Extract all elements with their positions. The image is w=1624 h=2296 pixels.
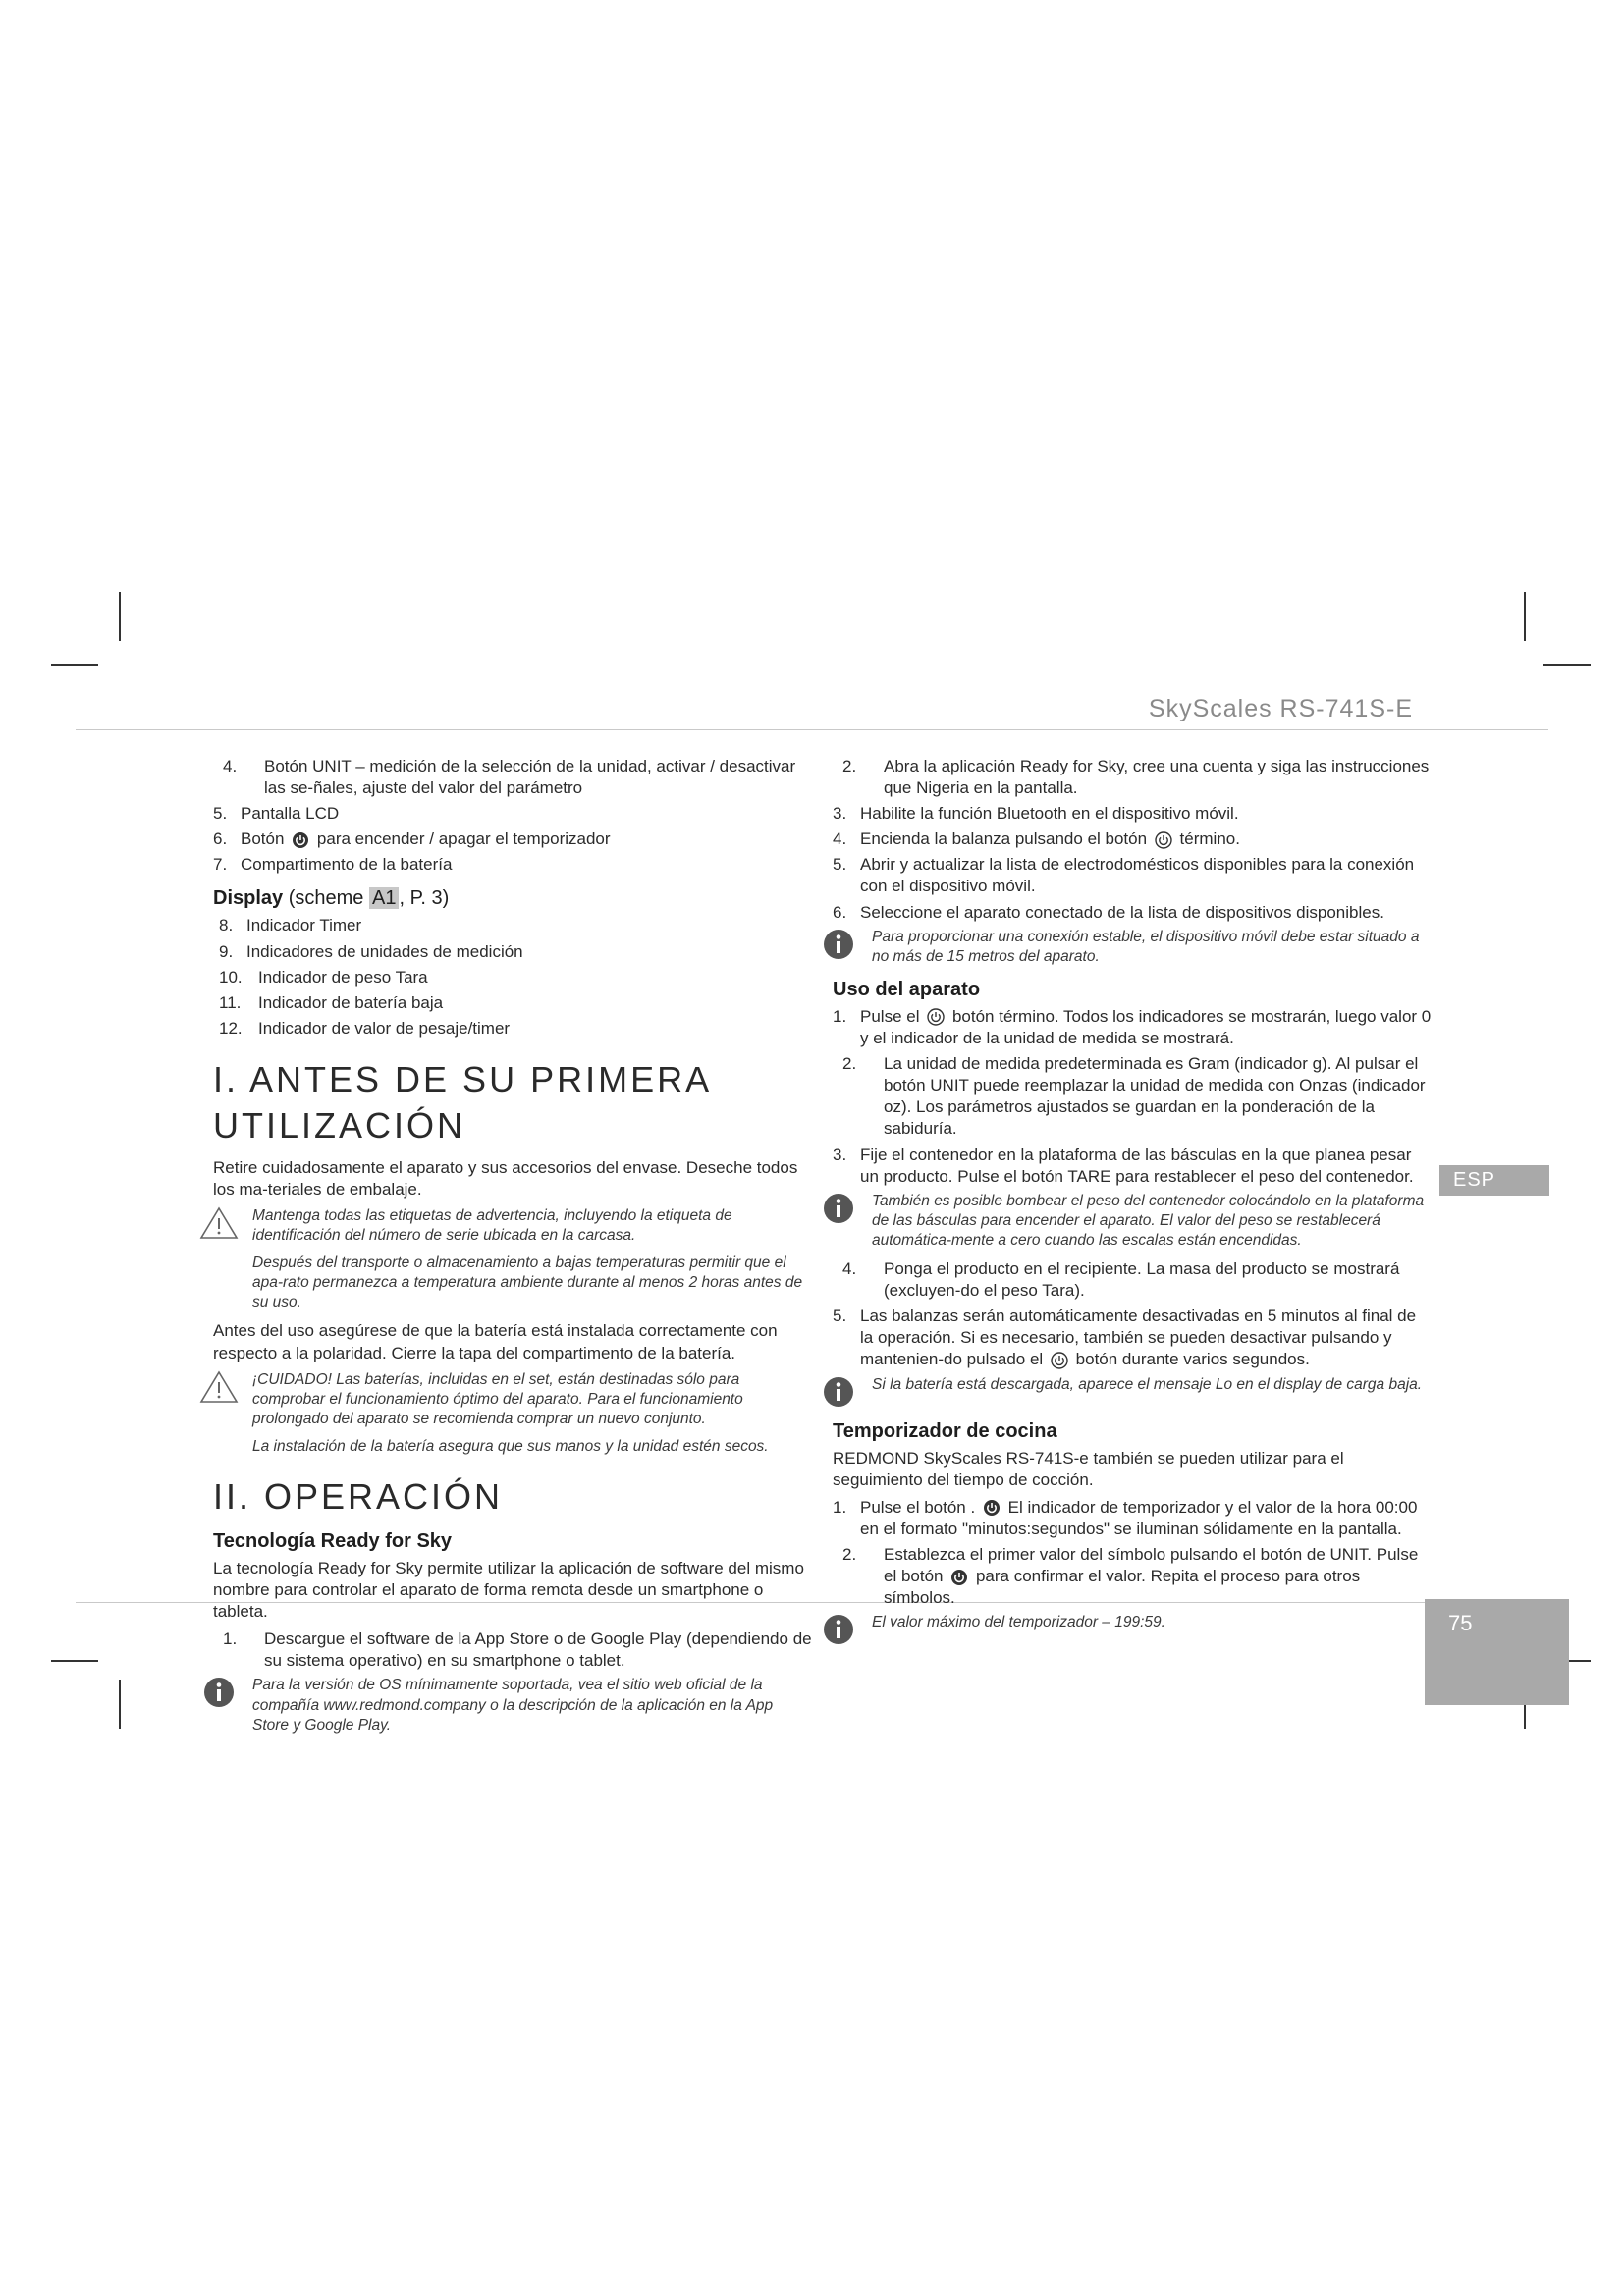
item-text: Abrir y actualizar la lista de electrodomésticos disponibles para la conexión con el dispositivo móvil. bbox=[860, 855, 1415, 896]
list-item bbox=[833, 1306, 1432, 1370]
item-number: 1. bbox=[833, 1497, 847, 1517]
item-text: El indicador de temporizador y el valor de la hora 00:00 en el formato "minutos:segundos" se iluminan sólidamente en la pantalla. bbox=[860, 1497, 1418, 1538]
item-number: 6. bbox=[833, 902, 847, 922]
item-prefix: Botón bbox=[241, 829, 285, 849]
list-item bbox=[833, 854, 1432, 897]
item-number: 5. bbox=[833, 855, 847, 875]
display-heading-title: Display bbox=[213, 887, 284, 910]
item-number: 6. bbox=[213, 829, 228, 849]
power-icon bbox=[292, 831, 309, 849]
page-number: 75 bbox=[1425, 1599, 1569, 1705]
item-number: 10. bbox=[219, 967, 243, 987]
info-note bbox=[833, 1375, 1432, 1409]
power-icon bbox=[927, 1008, 945, 1026]
crop-mark bbox=[119, 592, 121, 641]
section-title: I. ANTES DE SU PRIMERA UTILIZACIÓN bbox=[213, 1058, 711, 1146]
list-item bbox=[833, 828, 1432, 850]
item-text: Pantalla LCD bbox=[241, 804, 340, 824]
power-icon bbox=[950, 1569, 968, 1586]
paragraph: Retire cuidadosamente el aparato y sus accesorios del envase. Deseche todos los ma-teriales de embalaje. bbox=[213, 1157, 798, 1199]
item-number: 2. bbox=[842, 757, 857, 775]
list-item bbox=[833, 1006, 1432, 1049]
note-text: Después del transporte o almacenamiento a bajas temperaturas permitir que el apa-rato permanezca a temperatura ambiente durante al menos 2 horas antes de su uso. bbox=[252, 1255, 803, 1311]
item-text-wrap bbox=[241, 828, 812, 850]
info-text: También es posible bombear el peso del contenedor colocándolo en la plataforma de las básculas para encender el aparato. El valor del peso se restablecerá automática-mente a cero cuando las escalas están encendidas. bbox=[872, 1192, 1425, 1249]
item-number: 4. bbox=[223, 757, 238, 775]
item-text: Indicador de peso Tara bbox=[258, 967, 428, 987]
list-item bbox=[833, 1497, 1432, 1540]
list-item bbox=[223, 1629, 812, 1672]
item-text-suffix: botón durante varios segundos. bbox=[1075, 1350, 1310, 1369]
paragraph: La tecnología Ready for Sky permite utilizar la aplicación de software del mismo nombre para controlar el aparato de forma remota desde un smartphone o tableta. bbox=[213, 1558, 804, 1622]
item-text: Establezca el primer valor del símbolo pulsando el botón de UNIT. Pulse el botón bbox=[884, 1544, 1419, 1586]
item-text: Abra la aplicación Ready for Sky, cree una cuenta y siga las instrucciones que Nigeria en la pantalla. bbox=[884, 757, 1430, 798]
list-item bbox=[213, 828, 812, 850]
subsection-title: Temporizador de cocina bbox=[833, 1419, 1057, 1442]
item-text-wrap bbox=[860, 1306, 1432, 1370]
item-text-wrap bbox=[860, 828, 1432, 850]
power-icon bbox=[1051, 1352, 1068, 1369]
info-note bbox=[213, 1676, 812, 1735]
info-icon bbox=[819, 1375, 858, 1409]
item-text: Indicador de valor de pesaje/timer bbox=[258, 1018, 511, 1038]
list-item bbox=[219, 992, 812, 1014]
subsection-title: Uso del aparato bbox=[833, 978, 981, 1000]
subsection-title: Tecnología Ready for Sky bbox=[213, 1529, 453, 1552]
item-text: Habilite la función Bluetooth en el dispositivo móvil. bbox=[860, 804, 1239, 824]
warning-note bbox=[213, 1206, 812, 1246]
item-prefix: Pulse el bbox=[860, 1006, 920, 1026]
item-text: término. bbox=[1179, 829, 1240, 849]
item-text: Indicador de batería baja bbox=[258, 992, 444, 1012]
item-number: 8. bbox=[219, 916, 234, 935]
item-text: Seleccione el aparato conectado de la lista de dispositivos disponibles. bbox=[860, 902, 1384, 922]
left-column bbox=[213, 756, 812, 1743]
item-text-wrap bbox=[884, 1544, 1432, 1609]
list-item bbox=[213, 803, 812, 825]
item-number: 12. bbox=[219, 1018, 243, 1038]
item-text: Indicador Timer bbox=[246, 916, 362, 935]
list-item bbox=[219, 1018, 812, 1040]
item-text: Ponga el producto en el recipiente. La masa del producto se mostrará (excluyen-do el peso Tara). bbox=[884, 1259, 1400, 1301]
list-item bbox=[219, 941, 812, 963]
item-number: 1. bbox=[833, 1006, 847, 1026]
item-text: Fije el contenedor en la plataforma de las básculas en la que planea pesar un producto. Pulse el botón TARE para restablecer el peso del contenedor. bbox=[860, 1145, 1414, 1186]
item-prefix: Pulse el botón . bbox=[860, 1497, 976, 1517]
item-text: Las balanzas serán automáticamente desactivadas en 5 minutos al final de la operación. Si es necesario, también se pueden desactivar pulsando y mantenien-do pulsado el bbox=[860, 1307, 1417, 1369]
display-heading bbox=[213, 885, 812, 911]
scheme-prefix: (scheme bbox=[288, 887, 364, 910]
info-icon bbox=[819, 1192, 858, 1225]
timer-button-icon bbox=[983, 1499, 1001, 1517]
item-number: 3. bbox=[833, 804, 847, 824]
scheme-suffix: , P. 3) bbox=[399, 887, 450, 910]
section-title: II. OPERACIÓN bbox=[213, 1476, 504, 1518]
item-text: Indicadores de unidades de medición bbox=[246, 941, 523, 961]
item-number: 4. bbox=[842, 1259, 857, 1279]
info-text: Si la batería está descargada, aparece el mensaje Lo en el display de carga baja. bbox=[872, 1375, 1423, 1393]
right-column bbox=[833, 756, 1432, 1654]
crop-mark bbox=[51, 664, 98, 666]
item-number: 1. bbox=[223, 1629, 238, 1649]
warning-icon bbox=[199, 1370, 239, 1404]
list-item bbox=[842, 1053, 1432, 1140]
item-text-wrap bbox=[860, 1497, 1432, 1540]
list-item bbox=[842, 1258, 1432, 1302]
item-text: para encender / apagar el temporizador bbox=[316, 829, 611, 849]
list-item bbox=[842, 756, 1432, 799]
warning-icon bbox=[199, 1206, 239, 1240]
item-number: 5. bbox=[213, 804, 228, 824]
list-item bbox=[833, 803, 1432, 825]
crop-mark bbox=[119, 1680, 121, 1729]
warning-text: Mantenga todas las etiquetas de advertencia, incluyendo la etiqueta de identificación del número de serie ubicada en la carcasa. bbox=[252, 1206, 732, 1244]
warning-text: ¡CUIDADO! Las baterías, incluidas en el set, están destinadas sólo para comprobar el funcionamiento óptimo del aparato. Para el funcionamiento prolongado del aparato se recomienda comprar un nuevo conjunto. bbox=[252, 1370, 743, 1427]
item-text: botón término. Todos los indicadores se mostrarán, luego valor 0 y el indicador de la unidad de medida se mostrará. bbox=[860, 1006, 1432, 1048]
crop-mark bbox=[1524, 592, 1526, 641]
info-note bbox=[833, 928, 1432, 967]
item-number: 2. bbox=[842, 1054, 857, 1074]
note-text: La instalación de la batería asegura que sus manos y la unidad estén secos. bbox=[252, 1438, 769, 1456]
item-text: Compartimento de la batería bbox=[241, 855, 453, 875]
header-brand: SkyScales RS-741S-E bbox=[1148, 695, 1413, 722]
warning-note bbox=[213, 1370, 812, 1429]
header-rule bbox=[76, 729, 1548, 730]
item-text: Botón UNIT – medición de la selección de la unidad, activar / desactivar las se-ñales, ajuste del valor del parámetro bbox=[264, 757, 796, 798]
item-number: 2. bbox=[842, 1544, 857, 1564]
item-text-wrap bbox=[860, 1006, 1432, 1049]
info-text: Para proporcionar una conexión estable, el dispositivo móvil debe estar situado a no más de 15 metros del aparato. bbox=[872, 928, 1420, 965]
list-item bbox=[213, 854, 812, 876]
list-item bbox=[833, 1145, 1432, 1188]
power-icon bbox=[1155, 831, 1172, 849]
item-text: La unidad de medida predeterminada es Gram (indicador g). Al pulsar el botón UNIT puede reemplazar la unidad de medida con Onzas (indicador oz). Los parámetros ajustados se guardan en la ponderación de la sabiduría. bbox=[884, 1054, 1426, 1139]
info-note bbox=[833, 1192, 1432, 1251]
info-text: El valor máximo del temporizador – 199:59. bbox=[872, 1614, 1165, 1631]
item-text: Descargue el software de la App Store o de Google Play (dependiendo de su sistema operativo) en su smartphone o tablet. bbox=[264, 1629, 812, 1671]
info-note bbox=[833, 1613, 1432, 1646]
info-icon bbox=[819, 928, 858, 961]
item-number: 9. bbox=[219, 941, 234, 961]
info-text: Para la versión de OS mínimamente soportada, vea el sitio web oficial de la compañía www.redmond.company o la descripción de la aplicación en la App Store y Google Play. bbox=[252, 1677, 774, 1734]
scheme-ref-link[interactable]: A1 bbox=[369, 887, 399, 909]
item-number: 4. bbox=[833, 829, 847, 849]
item-prefix: Encienda la balanza pulsando el botón bbox=[860, 829, 1148, 849]
list-item bbox=[842, 1544, 1432, 1609]
info-icon bbox=[819, 1613, 858, 1646]
list-item bbox=[223, 756, 812, 799]
list-item bbox=[219, 915, 812, 936]
paragraph: Antes del uso asegúrese de que la batería está instalada correctamente con respecto a la polaridad. Cierre la tapa del compartimento de la batería. bbox=[213, 1321, 778, 1362]
item-number: 5. bbox=[833, 1307, 847, 1326]
list-item bbox=[219, 967, 812, 988]
crop-mark bbox=[1543, 664, 1591, 666]
list-item bbox=[833, 902, 1432, 924]
paragraph: REDMOND SkyScales RS-741S-e también se pueden utilizar para el seguimiento del tiempo de cocción. bbox=[833, 1448, 1344, 1489]
language-tab: ESP bbox=[1439, 1165, 1549, 1196]
item-number: 3. bbox=[833, 1145, 847, 1164]
item-text-suffix: para confirmar el valor. Repita el proceso para otros símbolos. bbox=[884, 1567, 1361, 1608]
item-number: 7. bbox=[213, 855, 228, 875]
crop-mark bbox=[51, 1660, 98, 1662]
item-number: 11. bbox=[219, 992, 242, 1012]
info-icon bbox=[199, 1676, 239, 1709]
